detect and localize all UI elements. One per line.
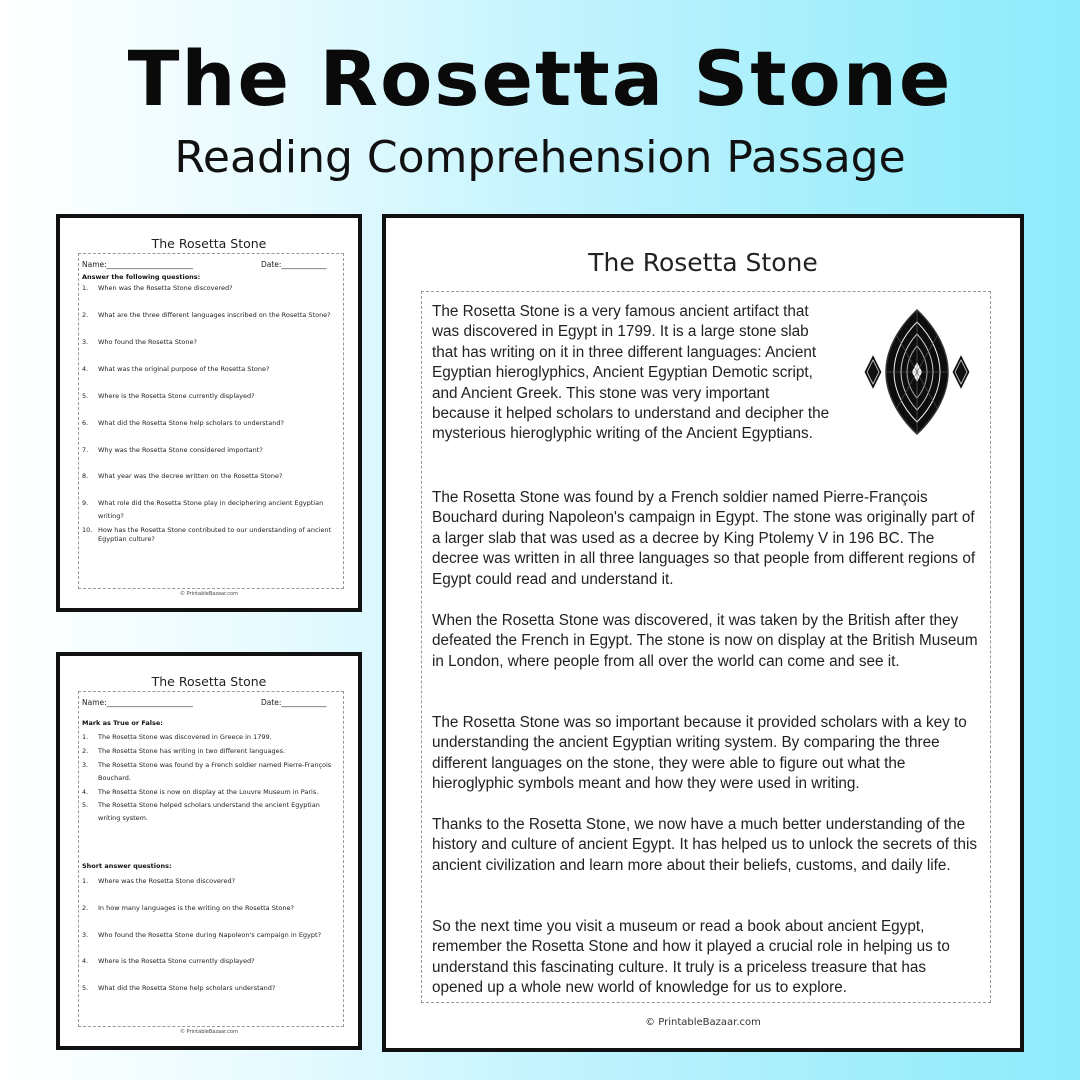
passage-paragraph: The Rosetta Stone is a very famous ancient artifact that was discovered in Egypt in 1799. It is a large stone slab that has writing on it in three different languages: Ancient Egyptian hieroglyphics, Ancient Egyptian Demotic script, and Ancient Greek. This stone was very important because it helped scholars to understand and decipher the mysterious hieroglyphic writing of the Ancient Egyptians. [432, 303, 830, 443]
question-item: 5. Where is the Rosetta Stone currently displayed? [82, 392, 255, 400]
question-item: 10. How has the Rosetta Stone contributed to our understanding of ancient Egyptian culture? [82, 526, 332, 543]
passage-paragraph: The Rosetta Stone was found by a French soldier named Pierre-François Bouchard during Napoleon's campaign in Egypt. The stone was originally part of a larger slab that was used as a decree by King Ptolemy V in 196 BC. The decree was written in all three languages so that people from different regions of Egypt could read and understand it. [432, 489, 976, 588]
worksheet-heading: Answer the following questions: [82, 273, 201, 281]
passage-copyright: © PrintableBazaar.com [645, 1017, 761, 1028]
date-field: Date:____________ [261, 698, 327, 707]
worksheet-copyright: © PrintableBazaar.com [180, 1029, 238, 1035]
date-field: Date:____________ [261, 260, 327, 269]
question-item: 3. Who found the Rosetta Stone? [82, 338, 197, 346]
name-field: Name:_______________________ [82, 698, 193, 707]
question-item: 8. What year was the decree written on the Rosetta Stone? [82, 472, 283, 480]
true-false-item: 4. The Rosetta Stone is now on display at the Louvre Museum in Paris. [82, 788, 319, 796]
worksheet-questions [56, 214, 362, 612]
name-field: Name:_______________________ [82, 260, 193, 269]
question-item: 9. What role did the Rosetta Stone play in deciphering ancient Egyptian writing? [82, 499, 324, 520]
short-answer-item: 1. Where was the Rosetta Stone discovered? [82, 877, 236, 885]
passage-paragraph: The Rosetta Stone was so important because it provided scholars with a key to understanding the ancient Egyptian writing system. By comparing the three different languages on the stone, they were able to figure out what the hieroglyphic symbols meant and how they were used in writing. [432, 714, 967, 793]
page-subtitle: Reading Comprehension Passage [174, 132, 906, 183]
worksheet-frame [78, 691, 344, 1027]
passage-paragraph: So the next time you visit a museum or read a book about ancient Egypt, remember the Rosetta Stone and how it played a crucial role in helping us to understand this fascinating culture. It truly is a priceless treasure that has opened up a whole new world of knowledge for us to explore. [432, 918, 950, 997]
worksheet-true-false [56, 652, 362, 1050]
short-answer-item: 5. What did the Rosetta Stone help scholars understand? [82, 984, 276, 992]
question-item: 1. When was the Rosetta Stone discovered? [82, 284, 233, 292]
passage-page [382, 214, 1024, 1052]
passage-paragraph: Thanks to the Rosetta Stone, we now have a much better understanding of the history and culture of ancient Egypt. It has helped us to unlock the secrets of this ancient civilization and learn more about their beliefs, customs, and daily life. [432, 816, 978, 874]
true-false-item: 2. The Rosetta Stone has writing in two different languages. [82, 747, 286, 755]
short-answer-heading: Short answer questions: [82, 862, 172, 870]
passage-title: The Rosetta Stone [588, 248, 818, 277]
question-item: 6. What did the Rosetta Stone help scholars to understand? [82, 419, 284, 427]
true-false-heading: Mark as True or False: [82, 719, 163, 727]
question-item: 7. Why was the Rosetta Stone considered important? [82, 446, 263, 454]
true-false-item: 3. The Rosetta Stone was found by a French soldier named Pierre-François Bouchard. [82, 761, 332, 782]
short-answer-item: 3. Who found the Rosetta Stone during Napoleon's campaign in Egypt? [82, 931, 322, 939]
worksheet-copyright: © PrintableBazaar.com [180, 591, 238, 597]
short-answer-item: 4. Where is the Rosetta Stone currently displayed? [82, 957, 255, 965]
worksheet-title: The Rosetta Stone [151, 236, 267, 251]
short-answer-item: 2. In how many languages is the writing on the Rosetta Stone? [82, 904, 294, 912]
true-false-item: 5. The Rosetta Stone helped scholars understand the ancient Egyptian writing system. [82, 801, 320, 822]
question-item: 4. What was the original purpose of the Rosetta Stone? [82, 365, 270, 373]
worksheet-title: The Rosetta Stone [151, 674, 267, 689]
page-title: The Rosetta Stone [127, 34, 953, 123]
diamond-ornament-icon [842, 304, 974, 440]
worksheet-frame [78, 253, 344, 589]
passage-paragraph: When the Rosetta Stone was discovered, it was taken by the British after they defeated the French in Egypt. The stone is now on display at the British Museum in London, where people from all over the world can come and see it. [432, 612, 978, 670]
true-false-item: 1. The Rosetta Stone was discovered in Greece in 1799. [82, 733, 272, 741]
question-item: 2. What are the three different languages inscribed on the Rosetta Stone? [82, 311, 331, 319]
